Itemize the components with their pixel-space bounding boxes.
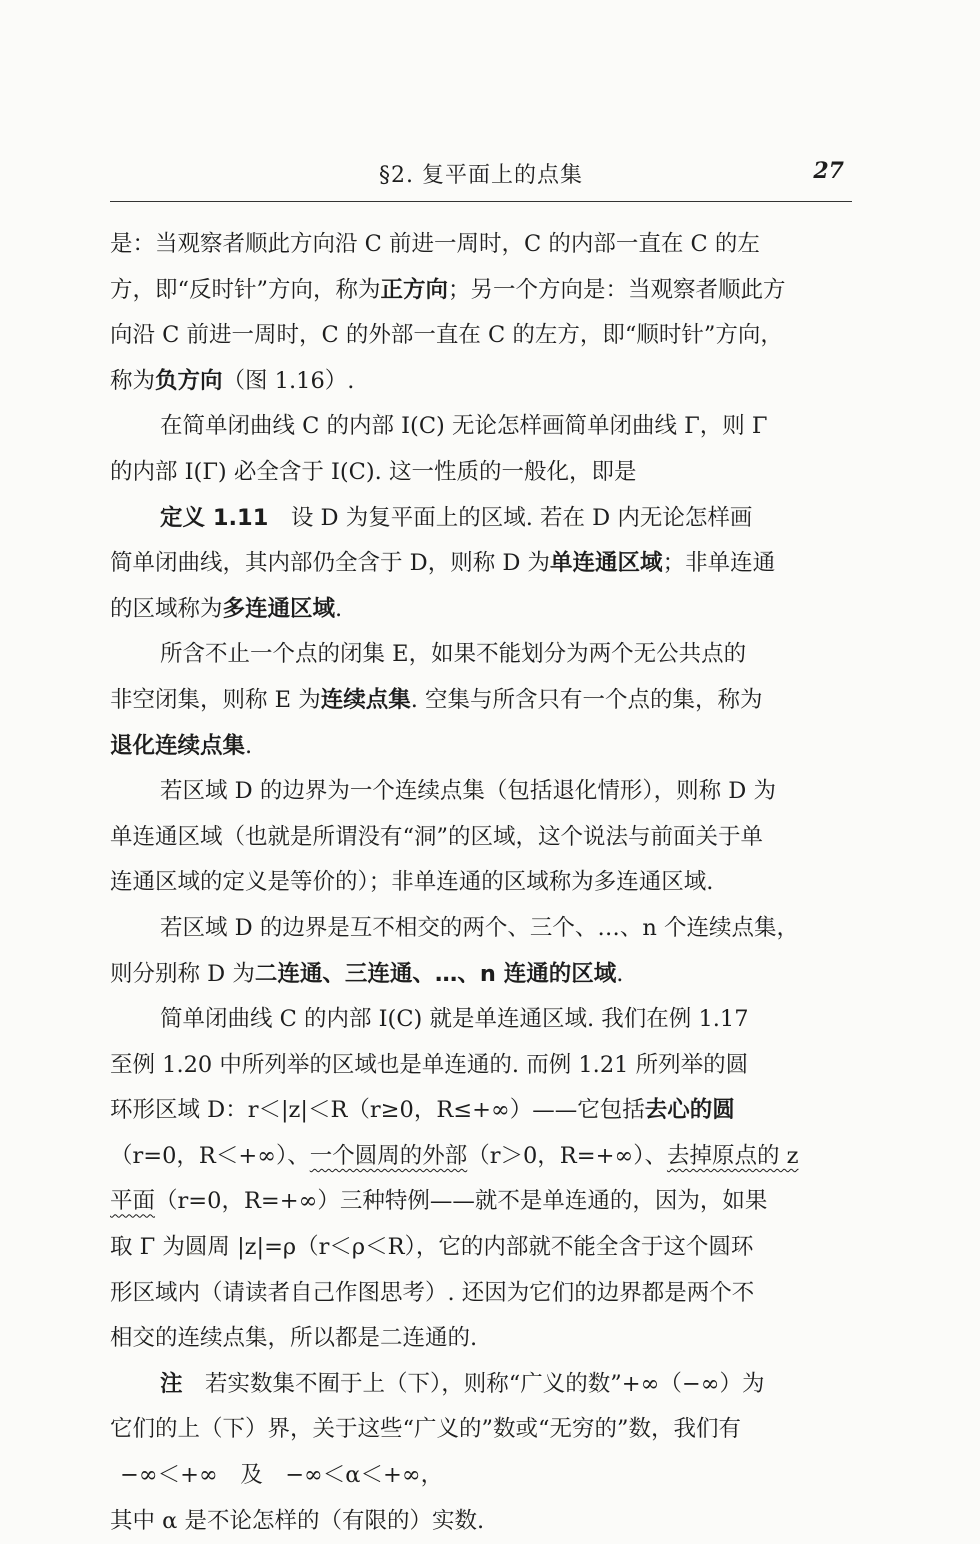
term-simply-connected: 单连通区域 [550,550,663,577]
term-negative-direction: 负方向 [155,367,223,394]
text-line: 相交的连续点集，所以都是二连通的. [110,1325,478,1352]
text-span: . [335,595,343,622]
paragraph [110,769,856,906]
text-span: 称为 [110,367,156,394]
term-punctured-disk: 去心的圆 [644,1097,735,1124]
paragraph: 其中 α 是不论怎样的（有限的）实数. [110,1507,485,1534]
text-span: 方，即“反时针”方向，称为 [110,276,381,303]
note-paragraph [110,1362,856,1453]
running-title: §2. 复平面上的点集 [379,163,583,188]
text-span: ；另一个方向是：当观察者顺此方 [448,276,786,303]
text-span: ；非单连通 [662,550,776,577]
text-span: 环形区域 D：r＜|z|＜R（r≥0，R≤+∞）——它包括 [110,1097,645,1124]
text-line: 向沿 C 前进一周时，C 的外部一直在 C 的左方，即“顺时针”方向， [110,322,783,349]
text-line: 在简单闭曲线 C 的内部 I(C) 无论怎样画简单闭曲线 Γ，则 Γ [160,413,768,440]
text-span: 简单闭曲线，其内部仍全含于 D，则称 D 为 [110,550,551,577]
display-formula: −∞＜+∞ 及 −∞＜α＜+∞， [120,1462,444,1489]
text-span: 的区域称为 [110,595,223,622]
text-line: 简单闭曲线 C 的内部 I(C) 就是单连通区域. 我们在例 1.17 [160,1006,749,1033]
term-degenerate-continuum: 退化连续点集 [110,732,246,759]
paragraph [110,222,856,404]
text-line: 连通区域的定义是等价的）；非单连通的区域称为多连通区域. [110,869,714,896]
text-line: 至例 1.20 中所列举的区域也是单连通的. 而例 1.21 所列举的圆 [110,1051,749,1078]
definition-1-11 [110,496,856,633]
term-continuum: 连续点集 [320,686,411,713]
note-label: 注 [160,1370,183,1397]
text-line: 形区域内（请读者自己作图思考）. 还因为它们的边界都是两个不 [110,1279,755,1306]
term-positive-direction: 正方向 [380,276,449,303]
text-line: 取 Γ 为圆周 |z|=ρ（r＜ρ＜R），它的内部就不能全含于这个圆环 [110,1234,754,1261]
text-span: （r＞0，R=+∞）、 [467,1142,667,1169]
text-line: 它们的上（下）界，关于这些“广义的”数或“无穷的”数，我们有 [110,1416,742,1443]
text-span: 则分别称 D 为 [110,960,255,987]
definition-label: 定义 1.11 [160,504,269,531]
text-span: 若实数集不囿于上（下），则称“广义的数”+∞（−∞）为 [182,1370,765,1397]
text-span: 非空闭集，则称 E 为 [110,686,321,713]
text-line: 若区域 D 的边界为一个连续点集（包括退化情形），则称 D 为 [160,778,776,805]
text-span: 设 D 为复平面上的区域. 若在 D 内无论怎样画 [268,504,753,531]
header-rule [110,201,852,202]
text-line: 是：当观察者顺此方向沿 C 前进一周时，C 的内部一直在 C 的左 [110,231,760,257]
text-span: （r=0，R＜+∞）、 [110,1142,310,1169]
term-n-connected: 二连通、三连通、…、n 连通的区域 [254,960,617,987]
paragraph [110,906,856,997]
page-number: 27 [813,158,844,184]
page-header [110,152,852,194]
emphasis-punctured-plane-end: 平面 [110,1188,156,1215]
text-span: . [616,960,624,987]
emphasis-exterior-of-circle: 一个圆周的外部 [309,1142,468,1169]
text-span: . 空集与所含只有一个点的集，称为 [410,686,763,713]
text-span: . [245,732,253,759]
text-line: 所含不止一个点的闭集 E，如果不能划分为两个无公共点的 [160,641,747,668]
paragraph [110,632,856,769]
text-line: 单连通区域（也就是所谓没有“洞”的区域，这个说法与前面关于单 [110,823,764,850]
text-line: 的内部 I(Γ) 必全含于 I(C). 这一性质的一般化，即是 [110,458,637,485]
paragraph [110,997,856,1362]
paragraph [110,404,856,495]
body-text [110,222,856,1544]
text-span: （图 1.16）. [222,367,355,394]
emphasis-punctured-plane: 去掉原点的 z [666,1142,799,1169]
text-line: 若区域 D 的边界是互不相交的两个、三个、…、n 个连续点集， [160,914,799,941]
text-span: （r=0，R=+∞）三种特例——就不是单连通的，因为，如果 [155,1188,768,1215]
term-multiply-connected: 多连通区域 [222,595,336,622]
